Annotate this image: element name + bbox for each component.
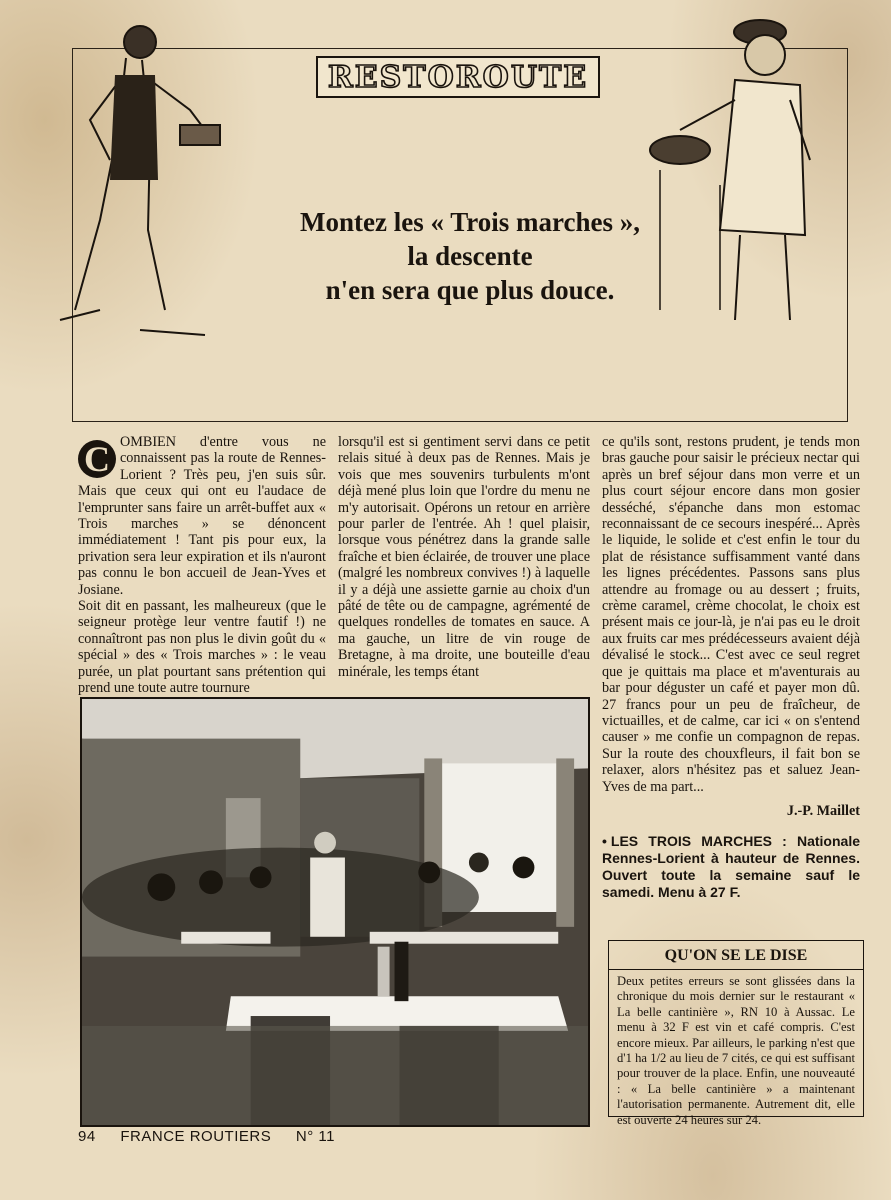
- article-column-1: [78, 434, 326, 697]
- article-column-2: [338, 434, 590, 680]
- article-paragraph-1: C OMBIEN d'entre vous ne connaissent pas la route de Rennes-Lorient ? Très peu, j'en suis sûr. Mais que ceux qui ont eu l'audace de l'emprunter sans faire un arrêt-buffet aux « Trois marches » se dénoncent immédiatement ! Tant pis pour eux, la privation sera leur expiration et ils n'auront pas connu le bon accueil de Jean-Yves et Josiane.: [78, 434, 326, 598]
- bullet-icon: •: [602, 833, 607, 850]
- magazine-name: FRANCE ROUTIERS: [120, 1128, 272, 1145]
- sidebar-title: QU'ON SE LE DISE: [609, 945, 863, 970]
- restaurant-info: [602, 833, 860, 901]
- sidebar-body: Deux petites erreurs se sont glissées dans la chronique du mois dernier sur le restaurant « La belle cantinière », RN 10 à Aussac. Le menu à 32 F est vin et café compris. C'est encore mieux. Par ailleurs, le parking n'est que d'1 ha 1/2 au lieu de 7 cités, ce qui est suffisant pour trouver de la place. Enfin, une nouveauté : « La belle cantinière » a maintenant l'autorisation permanente. Autrement dit, elle est ouverte 24 heures sur 24.: [617, 974, 855, 1127]
- article-paragraph-4: ce qu'ils sont, restons prudent, je tends mon bras gauche pour saisir le précieux nectar qui après un bref séjour dans mon verre et un plus court séjour encore dans mon gosier desséché, s'épanche dans mon estomac reconnaissant de ce secours inespéré... Après le liquide, le solide et c'est enfin le tour du plat de résistance suffisamment vanté dans les lignes précédentes. Passons sans plus attendre au fromage ou au dessert ; fruits, crème caramel, crème chocolat, le choix est présent mais ce jour-là, je n'ai pas eu le droit aux fruits car mes prédécesseurs avaient déjà dévalisé le stock... C'est avec ce seul regret que je quittais ma place et m'aventurais au bar pour déguster un café et payer mon dû. 27 francs pour un peu de fraîcheur, de victuailles, et de calme, car ici « on s'entend causer » me confie un compagnon de repas. Sur la route des chouxfleurs, il fait bon se relaxer, alors n'hésitez pas et saluez Jean-Yves de ma part...: [602, 434, 860, 795]
- headline-line-1: Montez les « Trois marches »,: [300, 207, 640, 237]
- dropcap: C: [78, 436, 116, 482]
- issue-number: N° 11: [295, 1128, 335, 1145]
- page-number: 94: [78, 1128, 96, 1145]
- headline-line-2: la descente: [407, 241, 533, 271]
- article-paragraph-3: lorsqu'il est si gentiment servi dans ce petit relais situé à deux pas de Rennes. Mais je vois que mes souvenirs turbulents m'ont déjà mené plus loin que l'ordre du menu ne m'y autorisait. Opérons un retour en arrière pour parler de l'entrée. Ah ! quel plaisir, lorsque vous pénétrez dans la grande salle fraîche et bien éclairée, de trouver une place (malgré les nombreux convives !) à laquelle il y a déjà une assiette garnie au choix d'un pâté de tête ou de campagne, agrémenté de quelques rondelles de tomates en sauce. A ma gauche, un litre de vin rouge de Bretagne, à ma droite, une bouteille d'eau minérale, les temps étant: [338, 434, 590, 680]
- article-paragraph-2: Soit dit en passant, les malheureux (que le seigneur protège leur ventre fautif !) ne connaîtront pas non plus le divin goût du « spécial » des « Trois marches » : le veau purée, un plat pourtant sans prétention qui prend une toute autre tournure: [78, 598, 326, 697]
- restaurant-dining-room-photo: [80, 697, 590, 1127]
- section-title: RESTOROUTE: [327, 59, 589, 95]
- author-signature: J.-P. Maillet: [786, 802, 860, 819]
- restaurant-info-text: LES TROIS MARCHES : Nationale Rennes-Lorient à hauteur de Rennes. Ouvert toute la semaine sauf le samedi. Menu à 27 F.: [602, 833, 860, 901]
- section-title-banner: [316, 56, 600, 98]
- headline: [240, 205, 700, 307]
- article-column-3: [602, 434, 860, 901]
- page-footer: [78, 1128, 355, 1145]
- waiter-illustration: [30, 10, 230, 350]
- headline-line-3: n'en sera que plus douce.: [325, 275, 615, 305]
- photo-image: [82, 699, 588, 1125]
- sidebar-notice-box: [608, 940, 864, 1127]
